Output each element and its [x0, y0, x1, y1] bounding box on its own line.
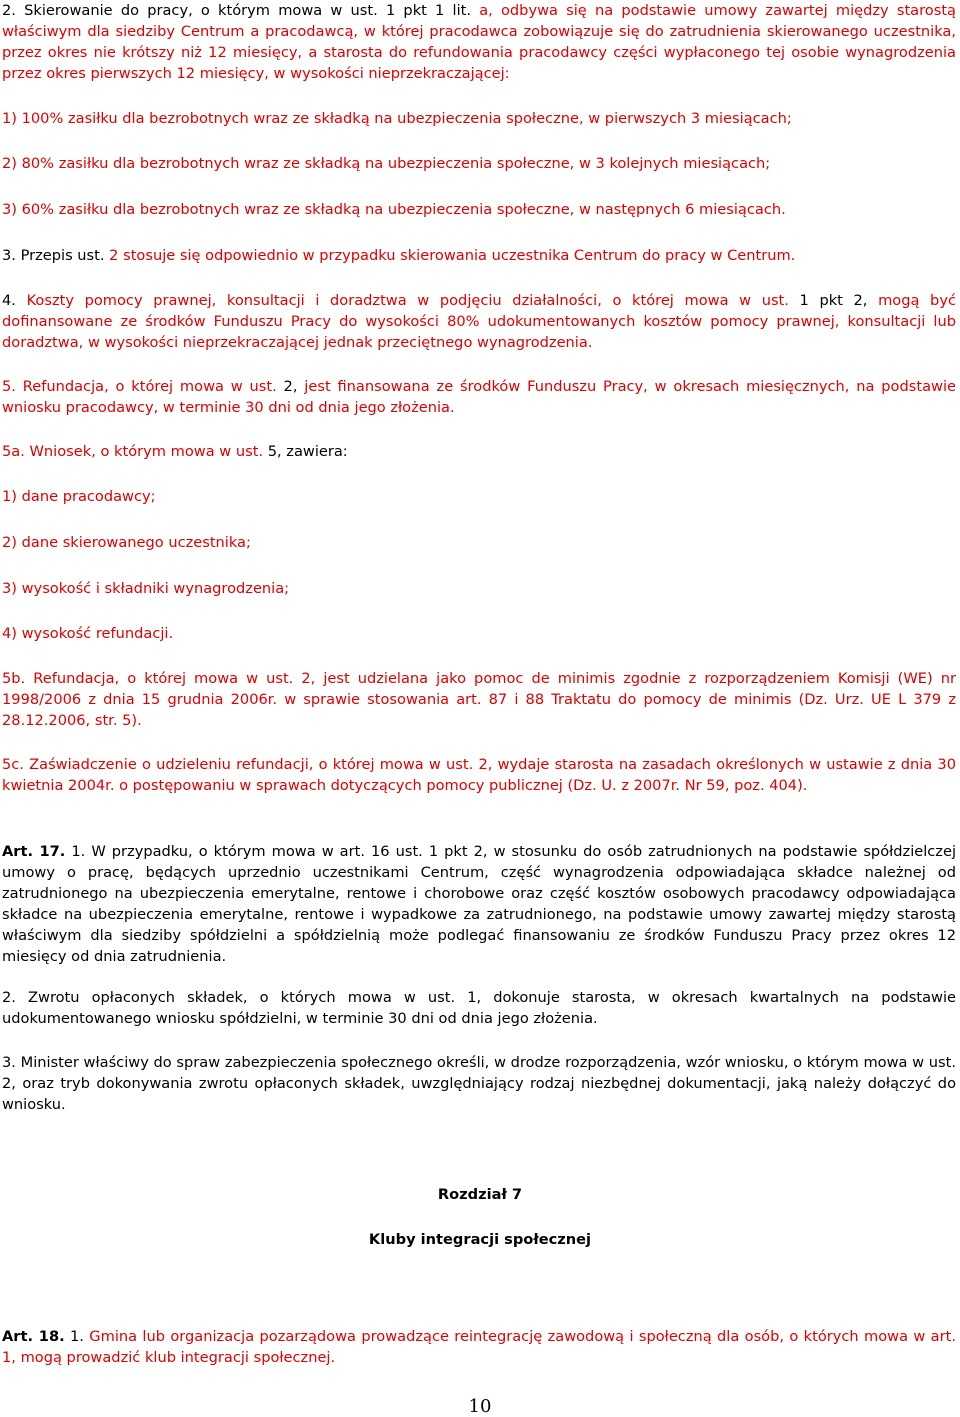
paragraph-5b-body: 2, jest udzielana jako pomoc de minimis zgodnie z rozporządzeniem Komisji (WE) nr 1998/2006 z dnia 15 grudnia 2006r. w sprawie stosowania art. 87 i 88 Traktatu do pomocy de minimis (Dz. Urz. UE L 379 z 28.12.2006, str. 5).: [2, 670, 956, 729]
chapter-number: Rozdział 7: [437, 1186, 523, 1203]
list-item-b4: 4) wysokość refundacji.: [2, 625, 174, 642]
article-17-paragraph-2: 2. Zwrotu opłaconych składek, o których mowa w ust. 1, dokonuje starosta, w okresach kwartalnych na podstawie udokumentowanego wniosku spółdzielni, w terminie 30 dni od dnia jego złożenia.: [2, 989, 956, 1027]
article-18-label: Art. 18.: [2, 1328, 65, 1345]
list-item-a3: 3) 60% zasiłku dla bezrobotnych wraz ze składką na ubezpieczenia społeczne, w następnych 6 miesiącach.: [2, 201, 786, 218]
paragraph-5: [2, 376, 956, 418]
paragraph-5-body: jest finansowana ze środków Funduszu Pracy, w okresach miesięcznych, na podstawie wniosku pracodawcy, w terminie 30 dni od dnia jego złożenia.: [2, 378, 956, 416]
paragraph-5c-body: 2, wydaje starosta na zasadach określonych w ustawie z dnia 30 kwietnia 2004r. o postępowaniu w sprawach dotyczących pomocy publicznej (Dz. U. z 2007r. Nr 59, poz. 404).: [2, 756, 957, 794]
paragraph-2-body: a, odbywa się na podstawie umowy zawartej między starostą właściwym dla siedziby Centrum a pracodawcą, w której pracodawca zobowiązuje się do zatrudnienia skierowanego uczestnika, przez okres nie krótszy niż 12 miesięcy, a starosta do refundowania pracodawcy części wypłaconego tej osobie wynagrodzenia przez okres pierwszych 12 miesięcy, w wysokości nieprzekraczającej:: [2, 2, 957, 82]
paragraph-2: [2, 0, 956, 84]
article-17-paragraph-3: 3. Minister właściwy do spraw zabezpieczenia społecznego określi, w drodze rozporządzenia, wzór wniosku, o którym mowa w ust. 2, oraz tryb dokonywania zwrotu opłaconych składek, uwzględniający rodzaj niezbędnej dokumentacji, jaką należy dołączyć do wniosku.: [2, 1054, 956, 1113]
paragraph-5b: [2, 668, 956, 731]
paragraph-5b-lead: 5b. Refundacja, o której mowa w ust.: [2, 670, 294, 687]
article-18-body: Gmina lub organizacja pozarządowa prowadzące reintegrację zawodową i społeczną dla osób, o których mowa w art. 1, mogą prowadzić klub integracji społecznej.: [2, 1328, 956, 1366]
list-item-a2: 2) 80% zasiłku dla bezrobotnych wraz ze składką na ubezpieczenia społeczne, w 3 kolejnych miesiącach;: [2, 155, 771, 172]
article-18-number: 1.: [64, 1328, 84, 1345]
chapter-title: Kluby integracji społecznej: [368, 1231, 592, 1248]
paragraph-4-body-b: mogą być dofinansowane ze środków Funduszu Pracy do wysokości 80% udokumentowanych kosztów pomocy prawnej, konsultacji lub doradztwa, w wysokości nieprzekraczającej jednak przeciętnego wynagrodzenia.: [2, 292, 956, 351]
page-number: 10: [468, 1396, 492, 1417]
paragraph-4-ref: 1 pkt 2,: [788, 292, 868, 309]
paragraph-5a: [2, 441, 956, 462]
paragraph-4-body-a: Koszty pomocy prawnej, konsultacji i doradztwa w podjęciu działalności, o której mowa w ust.: [15, 292, 789, 309]
article-17-paragraph-1: [2, 841, 956, 967]
article-18-paragraph-1: [2, 1326, 956, 1368]
paragraph-3-lead: 3. Przepis ust.: [2, 247, 105, 264]
paragraph-5-ref: 2,: [276, 378, 298, 395]
paragraph-5c: [2, 754, 956, 796]
article-17-label: Art. 17.: [2, 843, 66, 860]
article-17-body: 1. W przypadku, o którym mowa w art. 16 ust. 1 pkt 2, w stosunku do osób zatrudnionych na podstawie spółdzielczej umowy o pracę, będących uprzednio uczestnikami Centrum, część wynagrodzenia odpowiadająca składce należnej od zatrudnionego na ubezpieczenia emerytalne, rentowe i chorobowe oraz część kosztów osobowych pracodawcy odpowiadająca składce na ubezpieczenia emerytalne, rentowe i wypadkowe za zatrudnionego, na podstawie umowy zawartej między starostą właściwym dla siedziby spółdzielni a spółdzielnią może podlegać finansowaniu ze środków Funduszu Pracy przez okres 12 miesięcy od dnia zatrudnienia.: [2, 843, 957, 965]
paragraph-4-number: 4.: [2, 292, 16, 309]
paragraph-5-lead: 5. Refundacja, o której mowa w ust.: [2, 378, 277, 395]
paragraph-5c-lead: 5c. Zaświadczenie o udzieleniu refundacji, o której mowa w ust.: [2, 756, 474, 773]
list-item-b2: 2) dane skierowanego uczestnika;: [2, 534, 251, 551]
list-item-b3: 3) wysokość i składniki wynagrodzenia;: [2, 580, 290, 597]
paragraph-5a-lead: 5a. Wniosek, o którym mowa w ust.: [2, 443, 264, 460]
paragraph-3: [2, 245, 956, 266]
paragraph-5a-ref: 5, zawiera:: [263, 443, 348, 460]
paragraph-4: [2, 290, 956, 353]
list-item-b1: 1) dane pracodawcy;: [2, 488, 156, 505]
list-item-a1: 1) 100% zasiłku dla bezrobotnych wraz ze składką na ubezpieczenia społeczne, w pierwszych 3 miesiącach;: [2, 110, 792, 127]
paragraph-2-lead: 2. Skierowanie do pracy, o którym mowa w ust. 1 pkt 1 lit.: [2, 2, 472, 19]
paragraph-3-body: 2 stosuje się odpowiednio w przypadku skierowania uczestnika Centrum do pracy w Centrum.: [104, 247, 796, 264]
